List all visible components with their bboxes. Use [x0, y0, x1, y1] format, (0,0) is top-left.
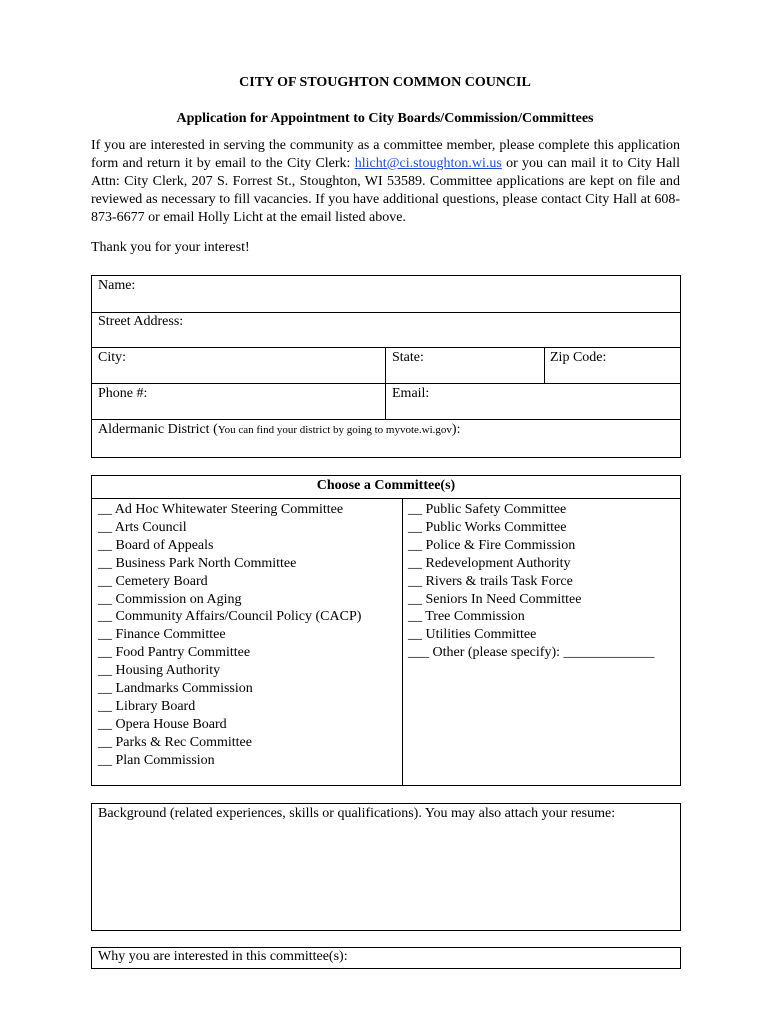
contact-form-table [91, 275, 681, 458]
committee-option[interactable]: __ Opera House Board [98, 716, 227, 732]
intro-text-after: or you can mail it to City Hall Attn: City Clerk, 207 S. Forrest St., Stoughton, WI 53589. Committee applications are kept on file and reviewed as necessary to fill vacancies. If you have additional questions, please contact City Hall at 608-873-6677 or email Holly Licht at the email listed above. [91, 156, 680, 225]
committee-option[interactable]: ___ Other (please specify): _____________ [408, 645, 655, 661]
name-field[interactable] [98, 278, 678, 310]
committee-option[interactable]: __ Tree Commission [408, 609, 525, 625]
committee-heading: Choose a Committee(s) [316, 478, 456, 493]
committee-option[interactable]: __ Police & Fire Commission [408, 537, 576, 553]
state-label: State: [392, 350, 424, 365]
name-label: Name: [98, 278, 136, 293]
phone-label: Phone #: [98, 386, 148, 401]
district-label: Aldermanic District ( [98, 422, 218, 437]
phone-field[interactable] [98, 386, 382, 418]
clerk-email-link[interactable]: hlicht@ci.stoughton.wi.us [354, 156, 502, 171]
zip-label: Zip Code: [550, 350, 607, 365]
committee-option[interactable]: __ Arts Council [98, 519, 187, 535]
committee-option[interactable]: __ Seniors In Need Committee [408, 591, 582, 607]
committee-option[interactable]: __ Food Pantry Committee [98, 645, 251, 661]
page-title: CITY OF STOUGHTON COMMON COUNCIL [239, 75, 531, 90]
zip-code-field[interactable] [550, 350, 678, 382]
city-field[interactable] [98, 350, 382, 382]
aldermanic-district-field[interactable] [98, 422, 678, 456]
committee-option[interactable]: __ Public Safety Committee [408, 502, 567, 517]
committee-list-left [98, 501, 361, 770]
committee-option[interactable]: __ Ad Hoc Whitewater Steering Committee [98, 502, 344, 517]
street-address-field[interactable] [98, 314, 678, 346]
intro-text-before: If you are interested in serving the community as a committee member, please complete this application form and return it by email to the City Clerk: [91, 138, 680, 171]
committee-option[interactable]: __ Community Affairs/Council Policy (CACP) [98, 609, 362, 625]
email-field[interactable] [392, 386, 678, 418]
street-label: Street Address: [98, 314, 184, 329]
district-hint: You can find your district by going to myvote.wi.gov [217, 424, 452, 436]
city-label: City: [98, 350, 127, 365]
state-field[interactable] [392, 350, 542, 382]
background-label: Background (related experiences, skills or qualifications). You may also attach your resume: [98, 806, 616, 821]
committee-table [91, 475, 681, 786]
committee-option[interactable]: __ Rivers & trails Task Force [408, 573, 573, 589]
district-close: ): [451, 422, 461, 437]
email-label: Email: [392, 386, 430, 401]
committee-option[interactable]: __ Parks & Rec Committee [98, 734, 252, 750]
committee-option[interactable]: __ Finance Committee [98, 627, 226, 643]
committee-option[interactable]: __ Redevelopment Authority [408, 555, 571, 571]
committee-list-right [408, 501, 655, 662]
committee-option[interactable]: __ Public Works Committee [408, 519, 567, 535]
page-subtitle: Application for Appointment to City Boards/Commission/Committees [176, 111, 594, 126]
committee-option[interactable]: __ Cemetery Board [98, 573, 208, 589]
intro-paragraph [91, 137, 680, 227]
committee-option[interactable]: __ Plan Commission [98, 752, 215, 768]
committee-option[interactable]: __ Landmarks Commission [98, 681, 253, 697]
why-label: Why you are interested in this committee(s): [98, 949, 348, 964]
committee-option[interactable]: __ Board of Appeals [98, 537, 214, 553]
thanks-text: Thank you for your interest! [91, 240, 250, 255]
committee-option[interactable]: __ Housing Authority [98, 663, 221, 679]
background-box[interactable] [91, 803, 681, 931]
committee-option[interactable]: __ Library Board [98, 698, 196, 714]
committee-option[interactable]: __ Utilities Committee [408, 627, 537, 643]
why-box[interactable] [91, 947, 681, 969]
committee-option[interactable]: __ Business Park North Committee [98, 555, 297, 571]
committee-option[interactable]: __ Commission on Aging [98, 591, 242, 607]
